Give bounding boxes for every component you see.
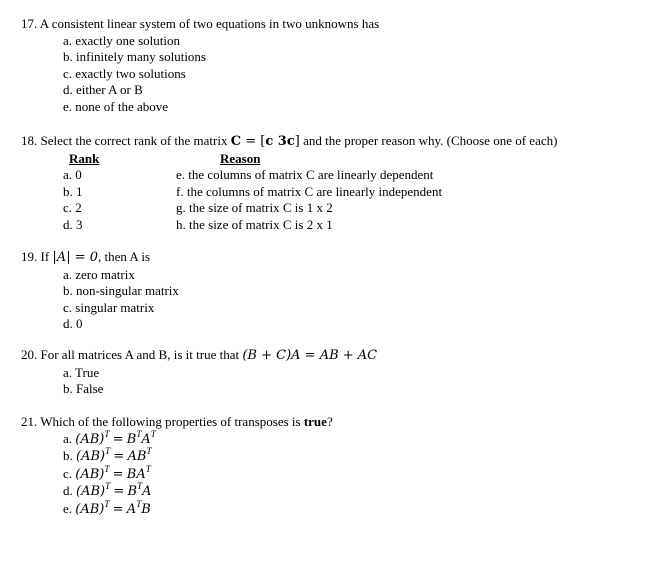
distributive-expression: (B + C)A = AB + AC (242, 348, 378, 363)
question-21-options (63, 428, 333, 519)
question-20-option-b: b. False (63, 381, 104, 396)
question-21-stem-post: ? (326, 414, 333, 429)
question-18 (21, 133, 557, 235)
question-17-stem: 17. A consistent linear system of two equations in two unknowns has (21, 16, 380, 31)
option-label: b. (63, 448, 73, 463)
question-21-stem-pre: 21. Which of the following properties of transposes is (21, 414, 304, 429)
question-20-options (63, 365, 377, 398)
question-17-option-e: e. none of the above (63, 98, 169, 114)
option-rhs-sup1: T (136, 428, 142, 439)
question-21 (21, 414, 333, 518)
matrix-body: c 3c (265, 134, 295, 149)
option-rhs-sup2: T (150, 428, 156, 439)
rank-option-c: c. 2 (63, 200, 82, 215)
question-17-option-b: b. infinitely many solutions (63, 49, 206, 64)
option-lhs: (AB) (75, 466, 105, 482)
question-21-stem (21, 414, 333, 431)
determinant-expression: |A| = 0 (52, 250, 98, 265)
question-21-option-d: d. $(AB)^T = B^TA$ (63, 481, 152, 499)
question-19-option-a: a. zero matrix (63, 266, 135, 282)
question-19-stem-pre: 19. If (21, 249, 53, 264)
question-20 (21, 347, 377, 398)
option-label: e. (63, 500, 73, 516)
option-rhs-sup1: T (137, 481, 143, 491)
option-rhs: B (126, 431, 137, 447)
matrix-name: C (230, 134, 242, 149)
question-18-stem-post: and the proper reason why. (Choose one of each) (299, 133, 558, 148)
rank-header: Rank (69, 150, 100, 166)
option-rhs-sup1: T (146, 446, 152, 456)
reason-option-g: g. the size of matrix C is 1 x 2 (176, 200, 333, 215)
option-rhs: B (127, 484, 138, 499)
question-19-option-c: c. singular matrix (63, 299, 155, 315)
rank-option-a: a. 0 (63, 167, 82, 182)
question-19-options (63, 267, 179, 333)
question-21-option-e: e. $(AB)^T = A^TB$ (63, 498, 151, 517)
option-rhs-mid: B (141, 501, 151, 517)
option-lhs: (AB) (75, 431, 105, 447)
option-lhs: (AB) (76, 449, 106, 464)
option-rhs: BA (126, 466, 146, 482)
reason-option-f: f. the columns of matrix C are linearly independent (176, 183, 443, 199)
reason-option-e: e. the columns of matrix C are linearly dependent (176, 167, 434, 182)
question-19 (21, 249, 179, 333)
question-21-option-a: a. $(AB)^T = B^TA^T$ (63, 428, 156, 447)
reason-option-h: h. the size of matrix C is 2 x 1 (176, 216, 333, 232)
option-rhs: A (126, 501, 137, 517)
reason-column (176, 151, 442, 234)
option-lhs-sup: T (104, 498, 110, 509)
option-rhs-sup1: T (136, 498, 142, 509)
option-rhs-mid: A (141, 431, 151, 447)
rank-option-d: d. 3 (63, 216, 83, 232)
question-19-option-d: d. 0 (63, 316, 83, 331)
option-rhs-mid: A (142, 484, 152, 499)
option-label: c. (63, 465, 73, 481)
question-18-stem-pre: 18. Select the correct rank of the matrix (21, 133, 231, 148)
question-21-stem-emphasis: true (303, 414, 327, 429)
question-17-option-c: c. exactly two solutions (63, 65, 186, 81)
option-lhs: (AB) (76, 484, 106, 499)
option-lhs-sup: T (104, 428, 110, 439)
reason-header: Reason (220, 150, 261, 166)
question-17-option-d: d. either A or B (63, 82, 143, 97)
question-19-stem (21, 249, 179, 267)
question-21-option-b: b. $(AB)^T = AB^T$ (63, 446, 152, 464)
matrix-equals: = [ (241, 134, 266, 149)
question-21-option-c: c. $(AB)^T = BA^T$ (63, 463, 151, 482)
question-19-stem-post: , then A is (98, 249, 151, 264)
question-18-stem (21, 133, 557, 151)
question-20-stem-pre: 20. For all matrices A and B, is it true that (21, 347, 243, 362)
question-20-option-a: a. True (63, 364, 100, 380)
question-17-options (63, 33, 379, 116)
question-17 (21, 16, 379, 115)
option-label: a. (63, 430, 73, 446)
question-19-option-b: b. non-singular matrix (63, 283, 179, 298)
question-17-option-a: a. exactly one solution (63, 32, 180, 48)
option-lhs-sup: T (105, 446, 111, 456)
matrix-close-bracket: ] (294, 134, 300, 149)
rank-reason-table (21, 151, 557, 235)
option-lhs: (AB) (75, 501, 105, 517)
rank-column (63, 151, 99, 234)
option-lhs-sup: T (105, 481, 111, 491)
option-lhs-sup: T (104, 463, 110, 474)
rank-option-b: b. 1 (63, 183, 83, 199)
question-20-stem (21, 347, 377, 365)
option-rhs-sup1: T (145, 463, 151, 474)
option-label: d. (63, 483, 73, 498)
option-rhs: AB (127, 449, 147, 464)
